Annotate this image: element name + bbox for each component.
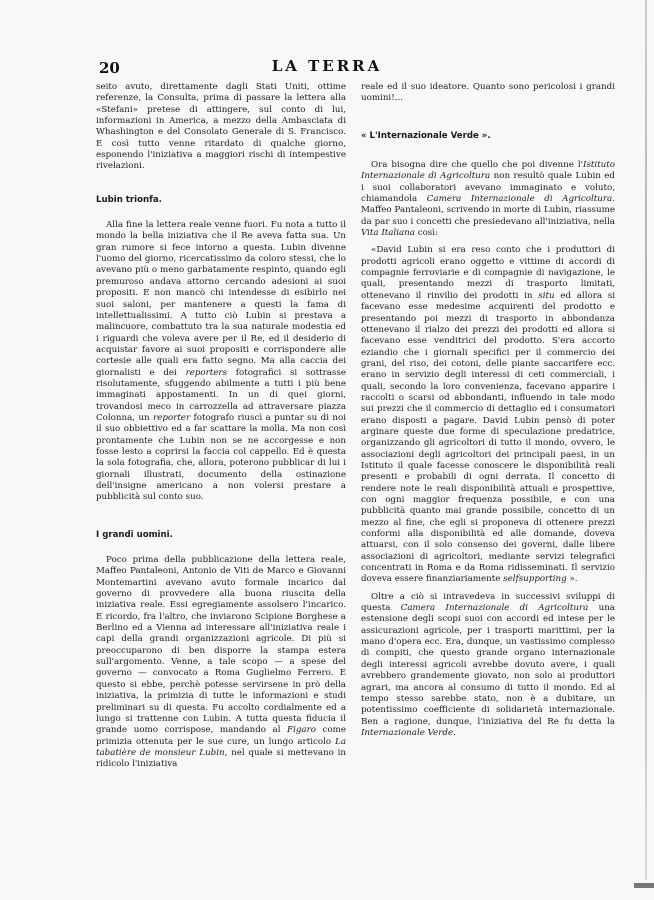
section-heading-lubin-trionfa: Lubin trionfa.: [96, 194, 162, 205]
paragraph: Ora bisogna dire che quello che poi divenne l'Istituto Internazionale di Agricoltura non resultò quale Lubin ed i suoi collaboratori avevano immaginato e voluto, chiamandola Camera Internazionale di Agricoltura. Maffeo Pantaleoni, scrivendo in morte di Lubin, riassume da par suo i concetti che presiedevano all'iniziativa, nella Vita Italiana così:: [361, 160, 615, 239]
page-number: 20: [99, 59, 120, 77]
section-heading-grandi-uomini: I grandi uomini.: [96, 529, 173, 540]
section-heading-internazionale-verde: « L'Internazionale Verde ».: [361, 130, 491, 141]
paragraph: Alla fine la lettera reale venne fuori. Fu nota a tutto il mondo la bella iniziativa che il Re aveva fatta sua. Un gran rumore si fece intorno a questa. Lubin divenne l'uomo del giorno, ricercatissimo da coloro stessi, che lo avevano più o meno garbatamente respinto, quando egli premuroso andava attorno cercando adesioni ai suoi propositi. E non mancò chi intendesse di esibirlo nei suoi saloni, per mantenere a questi la fama di intellettualissimi. A tutto ciò Lubin si prestava a malincuore, combattuto tra la sua naturale modestia ed i riguardi che voleva avere per il Re, ed il desiderio di acquistar favore ai suoi propositi e corrispondere alle cortesie alle quali era fatto segno. Ma alla caccia dei giornalisti e dei reporters fotografici si sottrasse risolutamente, sfuggendo abilmente a tutti i più bene immaginati appostamenti. In un di quei giorni, trovandosi meco in carrozzella ad attraversare piazza Colonna, un reporter fotografo riuscì a puntar su di noi il suo obbiettivo ed a far scattare la molla. Ma non così prontamente che Lubin non se ne accorgesse e non fosse lesto a coprirsi la faccia col cappello. Ed è questa la sola fotografia, che, allora, poterono pubblicar di lui i giornali illustrati, documento della ostinazione dell'insigne americano a non volersi prestare a pubblicità sul conto suo.: [96, 220, 347, 503]
scan-mark: [634, 883, 654, 888]
right-column: [361, 82, 615, 739]
paragraph: reale ed il suo ideatore. Quanto sono pericolosi i grandi uomini!...: [361, 82, 615, 104]
quotation: «David Lubin si era reso conto che i produttori di prodotti agricoli erano oggetto e vittime di accordi di compagnie ferroviarie e di compagnie di navigazione, le quali, presentando mezzi di trasporto limitati, ottenevano il rinvilio dei prodotti in situ ed allora si facevano esse medesime acquirenti del prodotto e presentando poi mezzi di trasporto in abbondanza ottenevano il rialzo dei prezzi dei prodotti ed allora si facevano esse venditrici del prodotto. S'era accorto eziandio che i giornali specifici per il commercio dei grani, del riso, dei cotoni, delle piante saccarifere ecc. erano in servizio degli interessi di ceti commerciali, i quali, secondo la loro convenienza, facevano apparire i raccolti o scarsi od abbondanti, influendo in tale modo sui prezzi che il commercio di dettaglio ed i consumatori erano disposti a pagare. David Lubin pensò di poter arginare queste due forme di speculazione predatrice, organizzando gli agricoltori di tutto il mondo, ovvero, le associazioni degli agricoltori dei principali paesi, in un Istituto il quale facesse conoscere le disponibilità reali presenti e probabili di ogni derrata. Il concetto di rendere note le reali disponibilità attuali e prospettive, con ogni maggior frequenza possibile, e con una pubblicità quanto mai grande possibile, concetto di un mezzo al fine, che egli si proponeva di ottenere prezzi conformi alla disponibilità ed alle domande, doveva attuarsi, con il solo consenso dei governi, dalle libere associazioni di agricoltori, mediante servizi telegrafici concentrati in Roma e da Roma ridisseminati. Il servizio doveva essere finanziariamente selfsupporting ».: [361, 245, 616, 585]
paragraph: Oltre a ciò si intravedeva in successivi sviluppi di questa Camera Internazionale di Agricoltura una estensione degli scopi suoi con accordi ed intese per le assicurazioni agricole, per i trasporti marittimi, per la mano d'opera ecc. Era, dunque, un vastissimo complesso di compiti, che questo grande organo internazionale degli interessi agricoli avrebbe dovuto avere, i quali avrebbero grandemente giovato, non solo ai produttori agrari, ma ancora al consumo di tutto il mondo. Ed al tempo stesso sarebbe stato, non è a dubitare, un potentissimo coefficiente di solidarietà internazionale. Ben a ragione, dunque, l'iniziativa del Re fu detta la Internazionale Verde.: [361, 591, 615, 738]
binding-edge: [645, 0, 647, 880]
paragraph: Poco prima della pubblicazione della lettera reale, Maffeo Pantaleoni, Antonio de Viti de Marco e Giovanni Montemartini avevano avuto formale incarico dal governo di provvedere alla buona riuscita della iniziativa reale. Essi egregiamente assolsero l'incarico. E ricordo, fra l'altro, che inviarono Scipione Borghese a Berlino ed a Vienna ad interessare all'iniziativa reale i capi della grandi organizzazioni agricole. Di più si preoccuparono di ben disporre la stampa estera sull'argomento. Venne, a tale scopo — a spese del governo — convocato a Roma Guglielmo Ferrero. E questo si ebbe, perchè potesse servirsene in prò della iniziativa, la primizia di tutte le informazioni e studi preliminari su di questa. Fu accolto cordialmente ed a lungo si trattenne con Lubin. A tutta questa fiducia il grande uomo corrispose, mandando al Figaro come primizia ottenuta per le sue cure, un lungo articolo La tabatière de monsieur Lubin, nel quale si mettevano in ridicolo l'iniziativa: [96, 555, 346, 770]
left-column: [96, 82, 346, 771]
paragraph: seito avuto, direttamente dagli Stati Uniti, ottime referenze, la Consulta, prima di passare la lettera alla «Stefani» pretese di attingere, sul conto di lui, informazioni in America, a mezzo della Ambasciata di Whashington e del Consolato Generale di S. Francisco. E così tutto venne ritardato di qualche giorno, esponendo l'iniziativa a maggiori rischi di intempestive rivelazioni.: [96, 82, 346, 172]
running-title: LA TERRA: [271, 57, 383, 75]
